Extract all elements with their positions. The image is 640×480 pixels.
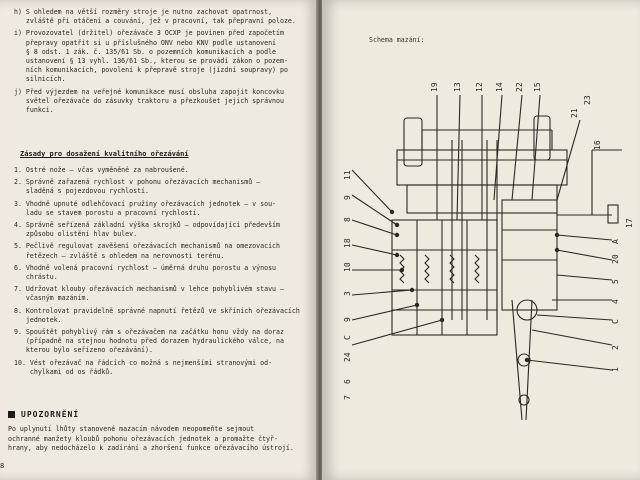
diagram-label: 1 [611,367,620,372]
principle-line: (případně na stejnou hodnotu před dorazem hydraulického válce, na [14,337,284,346]
diagram-label: 9 [343,317,352,322]
warning-line: hrany, aby nedocházelo k zadírání a zhoršení funkce ořezávacího ústrojí. [8,444,294,453]
principle-line: chylkami od os řádků. [14,367,114,376]
principle-line: kterou bylo seřízeno ořezávání). [14,346,153,355]
instruction-line: přepravy opatřit si u příslušného ONV nebo KNV podle ustanovení [14,38,277,47]
diagram-label: 3 [343,291,352,296]
instruction-line: zvláště při otáčení a couvání, jež v pracovní, tak přepravní poloze. [14,17,296,26]
diagram-label: C [611,319,620,324]
instruction-line: h) S ohledem na větší rozměry stroje je nutno zachovat opatrnost, [14,8,273,16]
instruction-line: § 8 odst. 1 zák. č. 135/61 Sb. o pozemních komunikacích a podle [14,47,277,56]
warning-heading: UPOZORNĚNÍ [21,410,80,419]
diagram-label: 18 [343,238,352,248]
warning-heading-row [8,410,79,419]
instruction-line: ustanovení § 13 vyhl. 136/61 Sb., kterou se provádí zákon o pozem- [14,57,288,65]
page-number: 8 [0,462,5,470]
principle-line: 2. Správně zařazená rychlost v pohonu ořezávacích mechanismů — [14,178,261,187]
diagram-label: 17 [625,218,634,228]
instruction-line: funkci. [14,106,54,114]
principle-line: ladu se stavem porostu a pracovní rychlostí. [14,208,201,217]
diagram-label: 19 [430,82,439,92]
diagram-label: 7 [343,395,352,400]
left-page [0,0,318,480]
principle-line: jednotek. [14,315,62,324]
schema-title: Schema mazání: [369,36,425,44]
diagram-label: 23 [583,95,592,105]
diagram-label: 8 [343,217,352,222]
diagram-label: 21 [570,108,579,118]
principle-line: řetězech — zvláště s ohledem na nerovnosti terénu. [14,251,225,260]
diagram-label: 13 [453,82,462,92]
principle-line: 1. Ostré nože — včas vyměněné za nabroušené. [14,166,189,174]
principle-line: sladěná s pojezdovou rychlostí. [14,187,149,196]
instruction-line: i) Provozovatel (držitel) ořezávače 3 OCXP je povinen před započetím [14,29,284,38]
diagram-label: 9 [343,195,352,200]
bullet-square-icon [8,411,15,418]
diagram-label: C [343,335,352,340]
diagram-label: 6 [343,379,352,384]
diagram-label: 4 [611,299,620,304]
diagram-label: 11 [343,170,352,180]
principle-line: 7. Udržovat klouby ořezávacích mechanismů v lehce pohyblivém stavu — [14,285,284,294]
diagram-label: 2 [611,345,620,350]
principle-line: 9. Spouštět pohyblivý rám s ořezávačem na začátku honu vždy na doraz [14,328,284,336]
diagram-label: 12 [475,82,484,92]
principle-line: 6. Vhodně volená pracovní rychlost — úměrná druhu porostu a výnosu [14,263,277,272]
instruction-line: světel ořezávače do zásuvky traktoru a přezkoušet jejich správnou [14,96,284,105]
principle-line: způsobu olistění hlav bulev. [14,230,138,239]
principle-line: chrástu. [14,273,58,281]
diagram-label: 14 [495,82,504,92]
instruction-line: j) Před výjezdem na veřejné komunikace musí obsluha zapojit koncovku [14,87,284,96]
warning-line: Po uplynutí lhůty stanovené mazacím návodem neopomeňte sejmout [8,425,255,433]
diagram-label: 16 [593,140,602,150]
principle-line: 5. Pečlivě regulovat zavěšení ořezávacích mechanismů na omezovacích [14,242,280,251]
lubrication-schema-diagram [322,0,640,480]
diagram-label: 20 [611,254,620,264]
right-page [322,0,640,480]
diagram-label: 5 [611,279,620,284]
section-heading: Zásady pro dosažení kvalitního ořezávání [20,150,189,158]
principle-line: 10. Vést ořezávač na řádcích co možná s nejmenšími stranovými od- [14,358,273,367]
diagram-label: 22 [515,82,524,92]
instruction-line: ních komunikacích, povolení k přepravě stroje (jízdní soupravy) po [14,66,288,75]
diagram-label: 15 [533,82,542,92]
diagram-label: 10 [343,262,352,272]
principle-line: 4. Správně seřízená základní výška skrojků — odpovídající především [14,221,280,229]
warning-line: ochranné manžety kloubů pohonu ořezávacích jednotek a promažte čtyř- [8,434,278,443]
principle-line: včasným mazáním. [14,294,90,303]
diagram-label: A [611,239,620,244]
principle-line: 8. Kontrolovat pravidelně správné napnutí řetězů ve skříních ořezávacích [14,306,300,315]
diagram-label: 24 [343,352,352,362]
principle-line: 3. Vhodně upnuté odlehčovací pružiny ořezávacích jednotek — v sou- [14,199,277,208]
instruction-line: silnicích. [14,75,66,84]
